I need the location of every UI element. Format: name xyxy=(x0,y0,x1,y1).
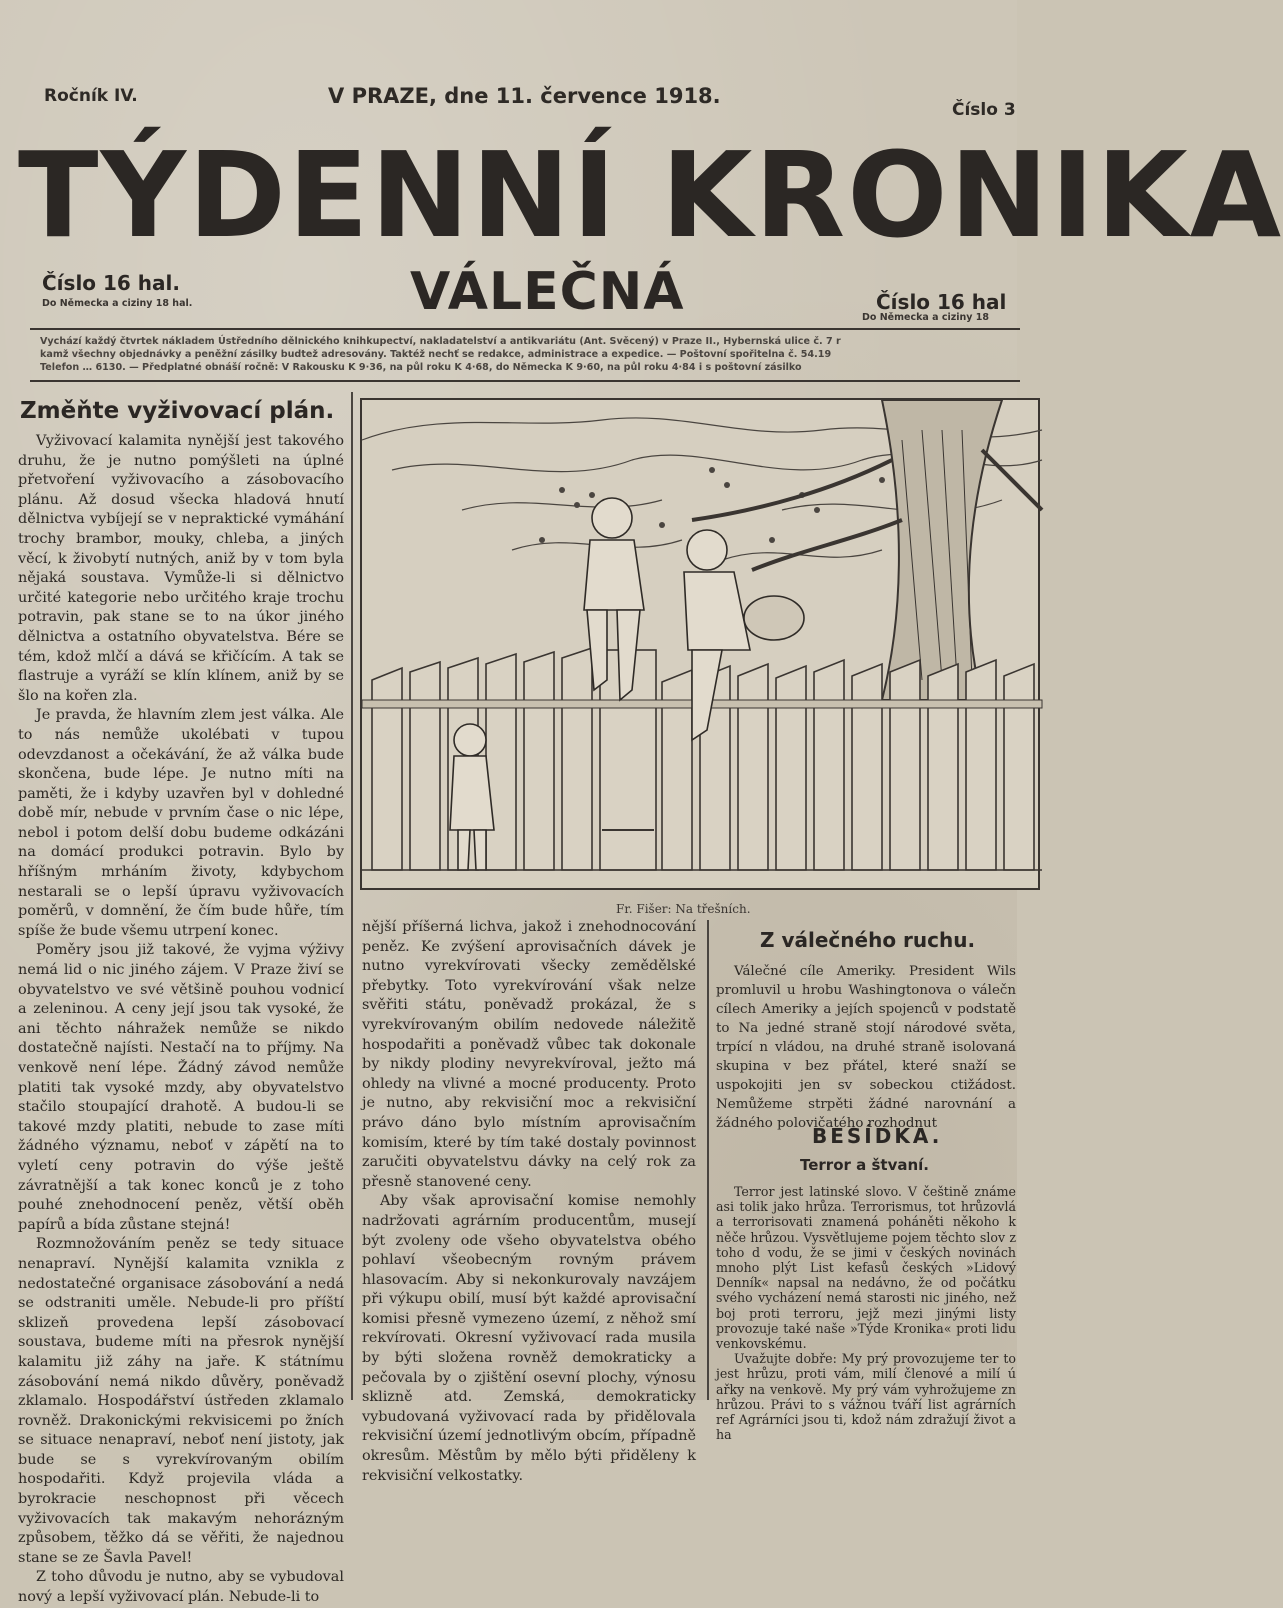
price-left: Číslo 16 hal. xyxy=(42,271,180,295)
feuilleton-subtitle: Terror a štvaní. xyxy=(800,1156,929,1174)
masthead-subtitle: VÁLEČNÁ xyxy=(410,262,685,322)
impressum-line: kamž všechny objednávky a peněžní zásilky budtež adresovány. Taktéž nechť se redakce, administrace a expedice. — Poštovní spořitelna č. 54.19 xyxy=(40,349,832,360)
article-paragraph: Terror jest latinské slovo. V češtině známe asi tolik jako hrůza. Terrorismus, tot hrůzovlá a terrorisovati znamená poháněti někoho k něče hrůzou. Vysvětlujeme pojem těchto slov z toho d vodu, že se jimi v českých novinách mnoho plýt List kefasů českých »Lidový Denník« napsal na nedávno, že od počátku svého vycházení nemá starosti nic jiného, než boj proti terroru, jejž mezi jinými listy provozuje také naše »Týde Kronika« proti lidu venkovskému. xyxy=(716,1184,1016,1352)
article-right-headline: Z válečného ruchu. xyxy=(760,928,976,952)
price-right: Číslo 16 hal xyxy=(876,290,1007,314)
issue-number: Číslo 3 xyxy=(952,100,1016,120)
volume-label: Ročník IV. xyxy=(44,86,138,106)
article-paragraph: Válečné cíle Ameriky. President Wils promluvil u hrobu Washingtonova o válečn cílech Ameriky a jejích spojenců v podstatě to Na jedné straně stojí národové světa, trpící n vládou, na druhé straně isolovaná skupina v bez přátel, které snaží se uspokojiti jen sv sobeckou ctižádost. Nemůžeme strpěti žádné narovnání a žádného polovičatého rozhodnut xyxy=(716,964,1016,1131)
article-paragraph: Vyživovací kalamita nynější jest takového druhu, že je nutno pomýšleti na úplné přetvoření vyživovacího a zásobovacího plánu. Až dosud všecka hladová hnutí dělnictva vybíjejí se v nepraktické vymáhání trochy brambor, mouky, chleba, a jiných věcí, k živobytí nutných, aniž by v tom byla nějaká soustava. Vymůže-li si dělnictvo určité kategorie nebo určitého kraje trochu potravin, pak stane se to na úkor jiného dělnictva a ostatního obyvatelstva. Bére se tém, kdož mlčí a dává se křičícím. A tak se flastruje a vyráží se klín klínem, aniž by se šlo na kořen zla. xyxy=(18,433,344,704)
impressum-line: Telefon … 6130. — Předplatné obnáší ročně: V Rakousku K 9·36, na půl roku K 4·68, do Německa K 9·60, na půl roku 4·84 i s poštovní zásilko xyxy=(40,362,802,373)
article-paragraph: Z toho důvodu je nutno, aby se vybudoval nový a lepší vyživovací plán. Nebude-li to xyxy=(18,1569,344,1606)
article-paragraph: Poměry jsou již takové, že vyjma výživy nemá lid o nic jiného zájem. V Praze živí se obyvatelstvo ve své většině pouhou vodnicí a zeleninou. A ceny její jsou tak vysoké, že ani těchto náhražek nemůže se nikdo dostatečně najísti. Nestačí na to příjmy. Na venkově není lépe. Žádný závod nemůže platiti tak vysoké mzdy, aby obyvatelstvo stačilo stoupající drahotě. A budou-li se takové mzdy platiti, nebude to zase míti žádného významu, neboť v zápětí na to vyletí ceny potravin do výše ještě závratnější a tak konec konců je z toho pouhé znehodnocení peněz, větší oběh papírů a bída zůstane stejná! xyxy=(18,942,344,1233)
article-paragraph: Je pravda, že hlavním zlem jest válka. Ale to nás nemůže ukolébati v tupou odevzdanost a očekávání, že až válka bude skončena, bude lépe. Je nutno míti na paměti, že i kdyby uzavřen byl v dohledné době mír, nebude v prvním čase o nic lépe, nebol i potom delší dobu budeme odkázáni na domácí produkci potravin. Bylo by hříšným mrháním životy, kdybychom nestarali se o lepší úpravu vyživovacích poměrů, v domnění, že čím bude hůře, tím spíše že bude všemu utrpení konec. xyxy=(18,707,344,939)
column-divider xyxy=(351,392,353,1400)
price-left-note: Do Německa a ciziny 18 hal. xyxy=(42,298,193,309)
article-paragraph: Aby však aprovisační komise nemohly nadržovati agrárním producentům, musejí být zvoleny ode všeho obyvatelstva obého pohlaví všeobecným rovným právem hlasovacím. Aby si nekonkurovaly navzájem při výkupu obilí, musí být každé aprovisační komisi přesně vymezeno území, z něhož smí rekvírovati. Okresní vyživovací rada musila by býti složena rovněž demokraticky a pečovala by o zjištění osevní plochy, výnosu sklizně atd. Zemská, demokraticky vybudovaná vyživovací rada by přidělovala rekvisiční území jednotlivým obcím, případně okresům. Městům by mělo býti přiděleny k rekvisiční velkostatky. xyxy=(362,1193,696,1484)
column-divider xyxy=(707,920,709,1400)
impressum-line: Vychází každý čtvrtek nákladem Ústředního dělnického knihkupectví, nakladatelství a antikvariátu (Ant. Svěcený) v Praze II., Hybernská ulice č. 7 r xyxy=(40,336,841,347)
header-rule-bottom xyxy=(30,380,1020,382)
feuilleton-title: BESÍDKA. xyxy=(812,1124,943,1148)
article-left-body xyxy=(18,432,344,1606)
article-paragraph: nější příšerná lichva, jakož i znehodnocování peněz. Ke zvýšení aprovisačních dávek je nutno vyrekvírovati všecky zemědělské přebytky. Toto vyrekvírování však nelze svěřiti státu, poněvadž prokázal, že s vyrekvírovaným obilím nedovede náležitě hospodařiti a poněvadž vůbec tak dokonale by nikdy plodiny nevyrekvíroval, ježto má ohledy na vlivné a mocné producenty. Proto je nutno, aby rekvisiční moc a rekvisiční právo dáno bylo místním aprovisačním komisím, které by tím také dostaly povinnost zaručiti obyvatelstvu dávky na celý rok za přesně stanovené ceny. xyxy=(362,919,696,1190)
article-paragraph: Uvažujte dobře: My prý provozujeme ter to jest hrůzu, proti vám, milí členové a milí ú ařky na venkově. My prý vám vyhrožujeme zn hrůzou. Právi to s vážnou tváří list agrárních ref Agrárníci jsou ti, kdož nám zdražují život a ha xyxy=(716,1351,1016,1443)
masthead-title: TÝDENNÍ KRONIKA xyxy=(18,126,1283,264)
price-right-note: Do Německa a ciziny 18 xyxy=(862,312,989,323)
article-paragraph: Rozmnožováním peněz se tedy situace nenapraví. Nynější kalamita vznikla z nedostatečné organisace zásobování a nedá se odstraniti uměle. Nebude-li pro příští sklizeň provedena lepší zásobovací soustava, budeme míti na přesrok nynější kalamitu již záhy na jaře. K státnímu zásobování nemá nikdo důvěry, poněvadž zklamalo. Hospodářství ústředen zklamalo rovněž. Drakonickými rekvisicemi po žních se situace nenapraví, neboť není jistoty, jak bude se s vyrekvírovaným obilím hospodařiti. Když projevila vláda a byrokracie neschopnost při věcech vyživovacích tak makavým nehorázným způsobem, těžko dá se věřiti, že najednou stane se ze Šavla Pavel! xyxy=(18,1236,344,1566)
illustration-caption: Fr. Fišer: Na třešních. xyxy=(616,902,751,916)
illustration-frame xyxy=(360,398,1040,890)
header-rule-top xyxy=(30,328,1020,330)
impressum xyxy=(40,335,1020,374)
article-right-body xyxy=(716,962,1016,1130)
dateline: V PRAZE, dne 11. července 1918. xyxy=(328,84,721,108)
article-left-headline: Změňte vyživovací plán. xyxy=(20,398,335,424)
feuilleton-body xyxy=(716,1184,1016,1443)
article-middle-body xyxy=(362,918,696,1484)
cherry-tree-illustration xyxy=(362,400,1042,892)
